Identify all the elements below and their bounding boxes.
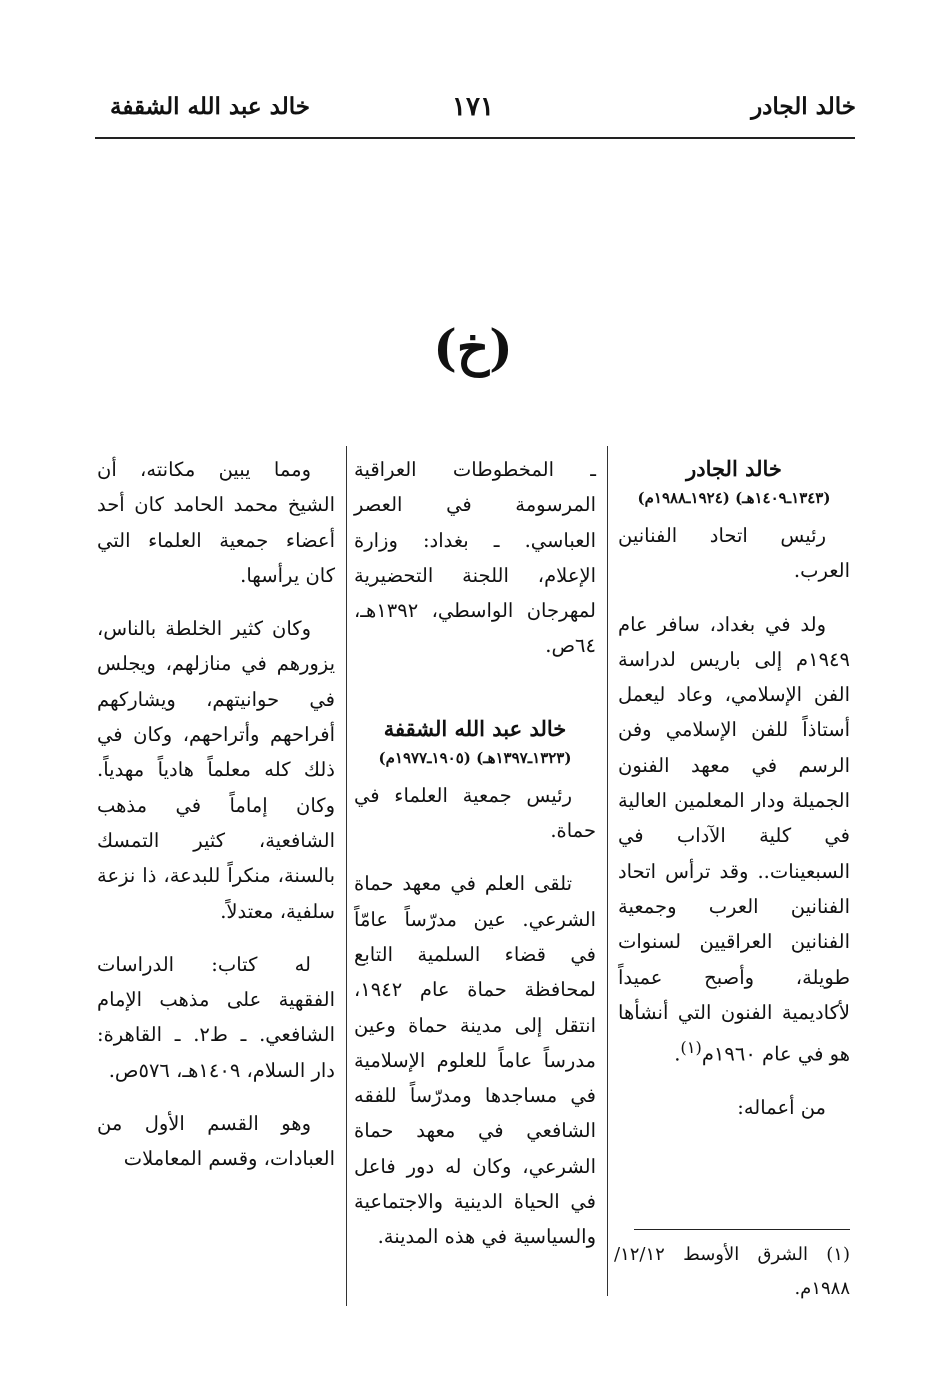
paragraph: له كتاب: الدراسات الفقهية على مذهب الإمام الشافعي. ـ ط٢. ـ القاهرة: دار السلام، ١٤٠٩هـ، ٥٧٦ص. bbox=[97, 952, 335, 1082]
column-right bbox=[618, 452, 850, 1143]
work-item: ـ المخطوطات العراقية المرسومة في العصر العباسي. ـ بغداد: وزارة الإعلام، اللجنة التحضيرية لمهرجان الواسطي، ١٣٩٢هـ، ٦٤ص. bbox=[354, 458, 596, 658]
footnote: (١) الشرق الأوسط ١٢/١٢/ ١٩٨٨م. bbox=[614, 1244, 850, 1299]
column-divider bbox=[346, 446, 347, 1306]
running-header-left: خالد عبد الله الشقفة bbox=[110, 93, 310, 120]
column-divider bbox=[607, 446, 608, 1296]
entry-biography: تلقى العلم في معهد حماة الشرعي. عين مدرّساً عامّاً في قضاء السلمية التابع لمحافظة حماة عام ١٩٤٢، انتقل إلى مدينة حماة وعين مدرساً عاماً للعلوم الإسلامية في مساجدها ومدرّساً للفقه الشافعي في معهد حماة الشرعي، وكان له دور فاعل في الحياة الدينية والاجتماعية والسياسية في هذه المدينة. bbox=[354, 872, 596, 1249]
paragraph: وكان كثير الخلطة بالناس، يزورهم في منازلهم، ويجلس في حوانيتهم، ويشاركهم أفراحهم وأتراحهم، وكان في ذلك كله معلماً هادياً مهدياً. وكان إماماً في مذهب الشافعية، كثير التمسك بالسنة، منكراً للبدعة، ذا نزعة سلفية، معتدلاً. bbox=[97, 617, 335, 923]
section-letter-heading: (خ) bbox=[433, 318, 513, 377]
entry-title: خالد الجادر bbox=[686, 456, 782, 481]
works-label: من أعماله: bbox=[737, 1095, 826, 1119]
entry-title: خالد عبد الله الشقفة bbox=[383, 715, 567, 741]
paragraph: ومما يبين مكانته، أن الشيخ محمد الحامد كان أحد أعضاء جمعية العلماء التي كان يرأسها. bbox=[97, 458, 335, 587]
footnote-rule bbox=[634, 1229, 850, 1230]
entry-dates: (١٣٢٣ـ١٣٩٧هـ) (١٩٠٥ـ١٩٧٧م) bbox=[378, 748, 572, 767]
column-middle bbox=[354, 452, 596, 1273]
paragraph: وهو القسم الأول من العبادات، وقسم المعاملات bbox=[97, 1112, 335, 1171]
entry-dates: (١٣٤٣ـ١٤٠٩هـ) (١٩٢٤ـ١٩٨٨م) bbox=[637, 489, 831, 507]
footnote-ref: (١) bbox=[680, 1038, 702, 1058]
header-rule bbox=[95, 137, 855, 139]
running-header-right: خالد الجادر bbox=[751, 93, 856, 120]
entry-role: رئيس جمعية العلماء في حماة. bbox=[354, 783, 596, 843]
entry-role: رئيس اتحاد الفنانين العرب. bbox=[618, 524, 850, 583]
entry-biography: ولد في بغداد، سافر عام ١٩٤٩م إلى باريس لدراسة الفن الإسلامي، وعاد ليعمل أستاذاً للفن الإسلامي وفن الرسم في معهد الفنون الجميلة ودار المعلمين العالية في كلية الآداب في السبعينات.. وقد ترأس اتحاد الفنانين العرب وجمعية الفنانين العراقيين لسنوات طويلة، وأصبح عميداً لأكاديمية الفنون التي أنشأها هو في عام ١٩٦٠م$^{(١)}$. bbox=[618, 612, 850, 1066]
page-number: ١٧١ bbox=[452, 92, 494, 122]
column-left bbox=[97, 452, 335, 1195]
